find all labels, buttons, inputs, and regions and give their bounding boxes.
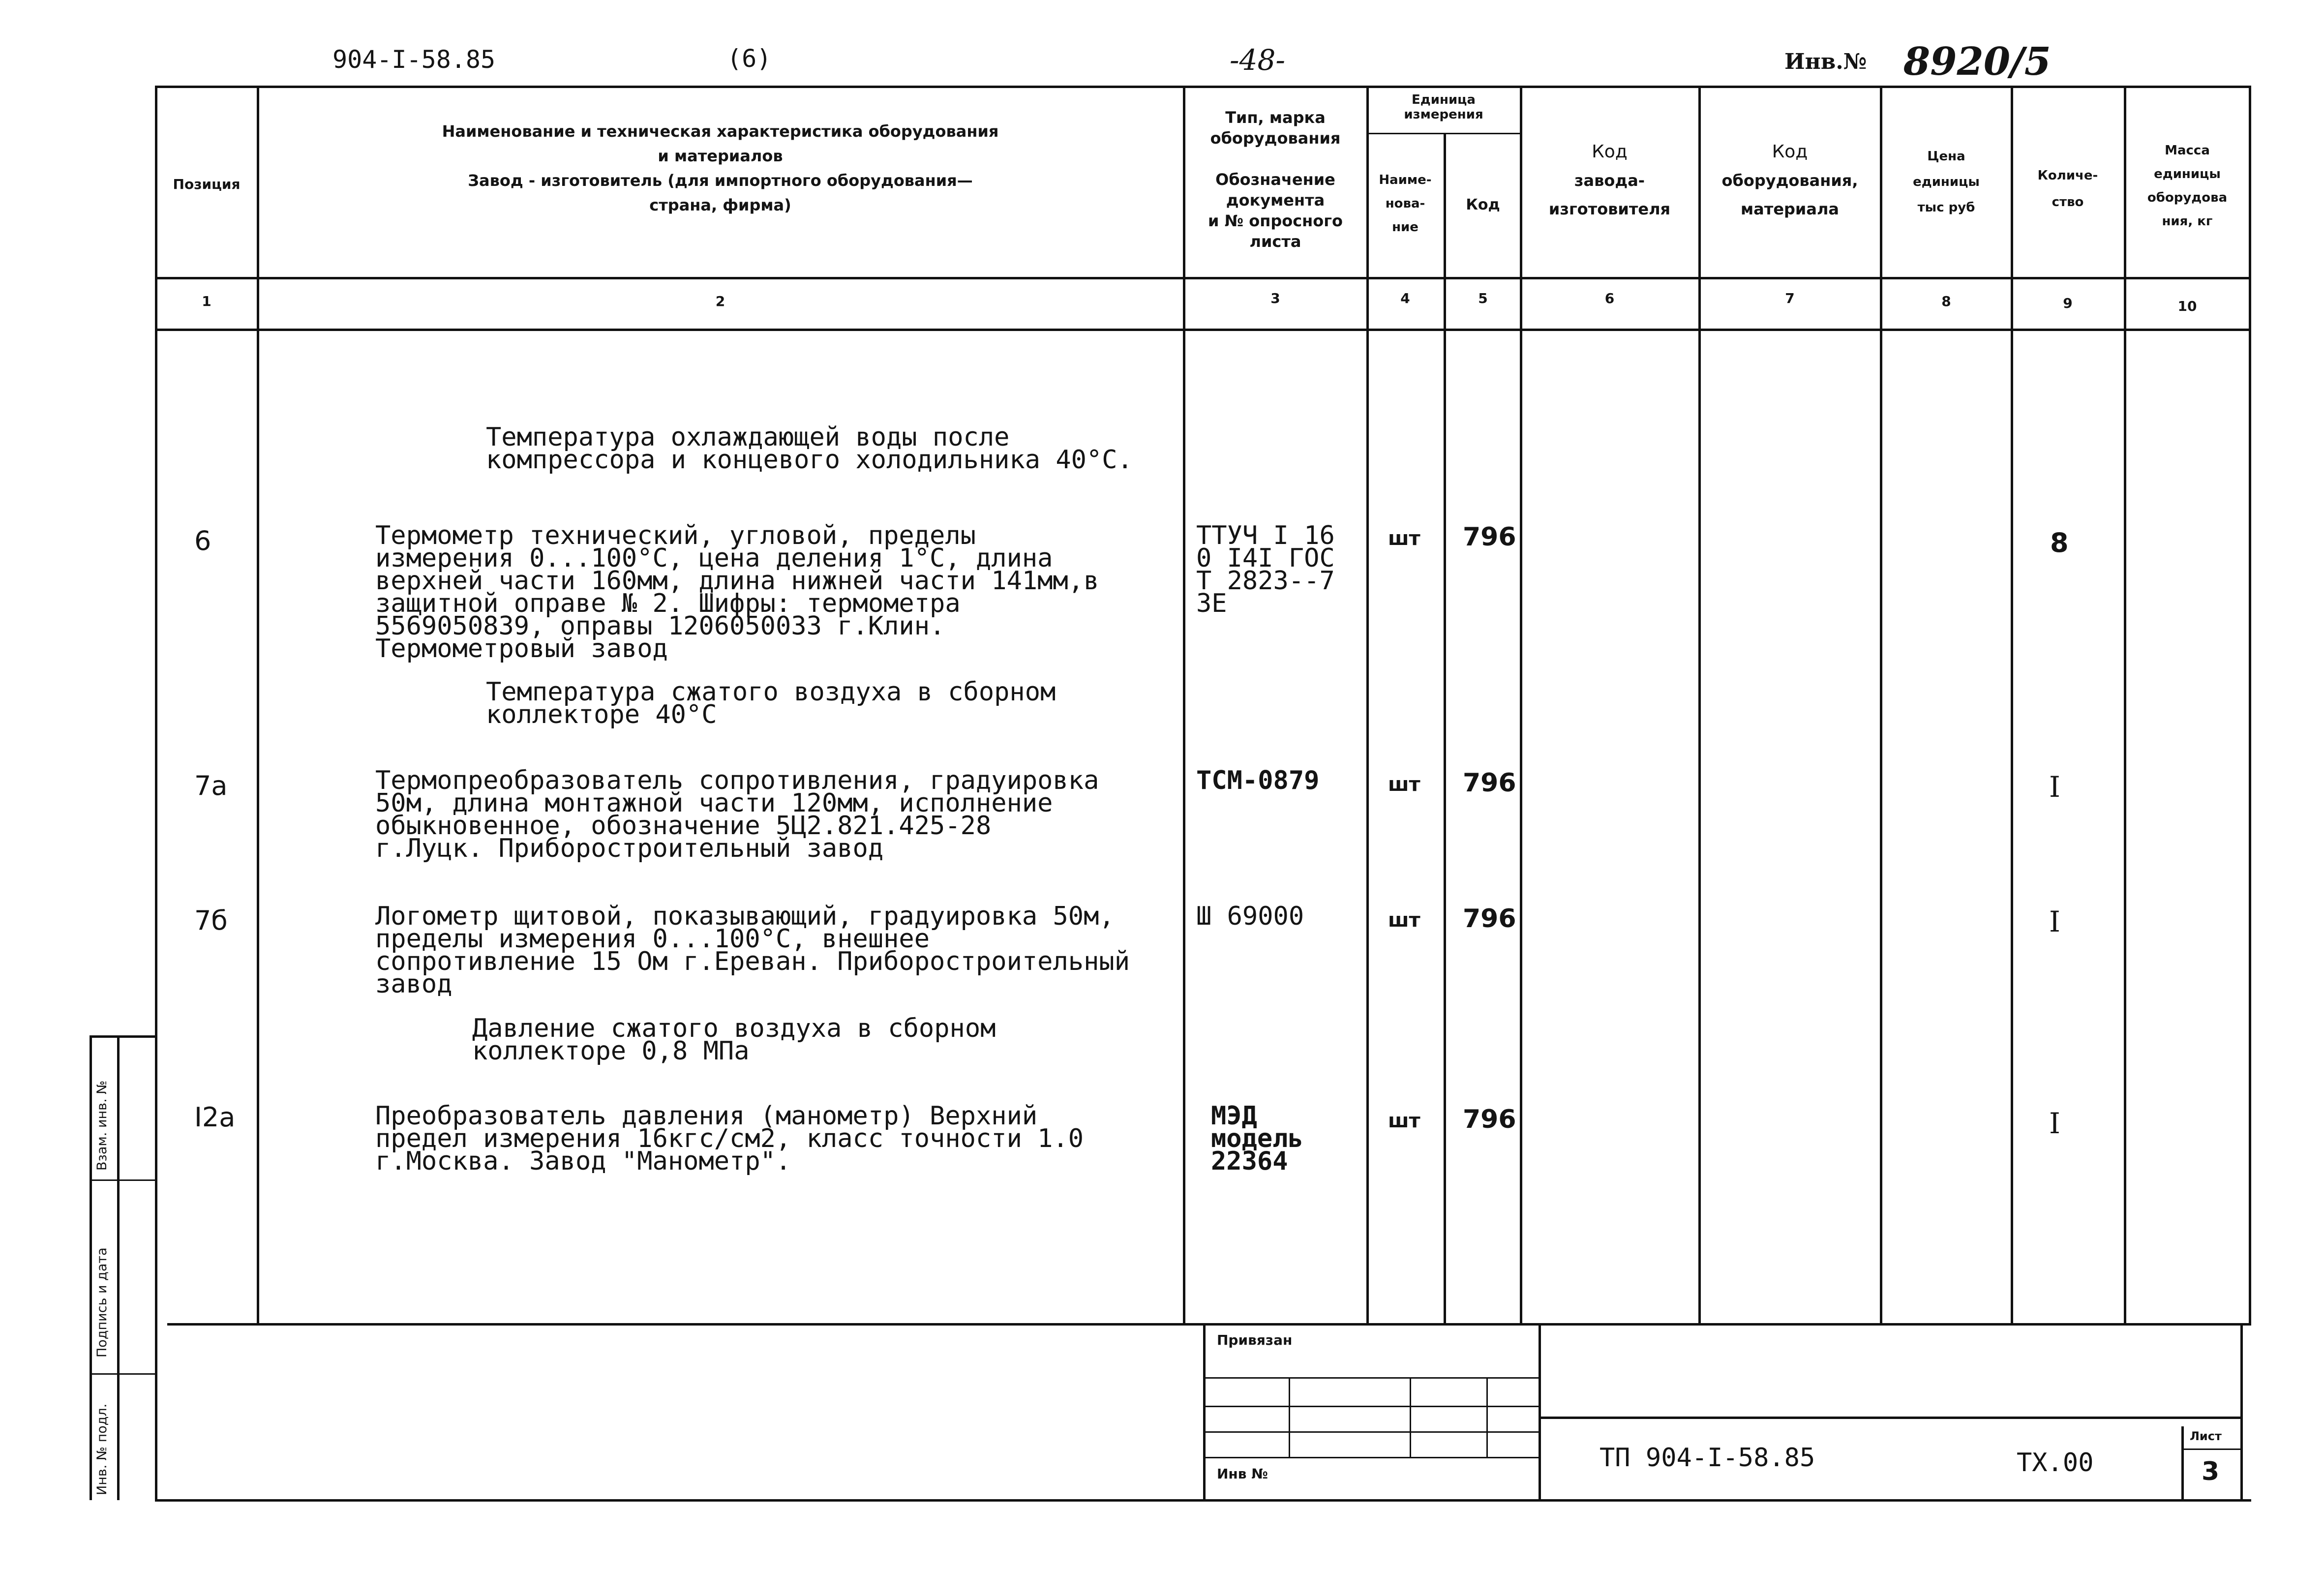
table-row-position: I2а [194, 1102, 236, 1133]
stamp-grid-col-1 [1289, 1377, 1290, 1457]
sheet-box-divider [2181, 1448, 2240, 1450]
table-row-unit: шт [1388, 527, 1420, 550]
stamp-box-right [1539, 1323, 1541, 1500]
side-strip-inner [117, 1035, 120, 1500]
col-divider-5 [1520, 86, 1522, 1323]
table-row-position: 7б [194, 905, 228, 936]
column-header-unit-name: Наиме- нова- ние [1379, 173, 1432, 235]
stamp-grid-line-2 [1203, 1406, 1539, 1407]
column-number-10: 10 [2177, 298, 2197, 314]
column-number-9: 9 [2063, 295, 2073, 311]
unit-group-title: Единица измерения [1404, 92, 1483, 122]
table-row-quantity: I [2049, 770, 2060, 804]
stamp-privyazan-label: Привязан [1217, 1332, 1293, 1348]
side-strip-divider-1 [90, 1179, 157, 1181]
side-label-signature-date: Подпись и дата [94, 1247, 110, 1358]
table-row-quantity: 8 [2050, 527, 2069, 558]
table-row-name: Преобразователь давления (манометр) Верхний предел измерения 16кгс/см2, класс точности 1.0 г.Москва. Завод "Манометр". [375, 1101, 1084, 1176]
table-row-position: 6 [194, 525, 211, 556]
sheet-label: Лист [2190, 1429, 2222, 1443]
table-row-type: Ш 69000 [1196, 902, 1304, 931]
col-divider-6 [1698, 86, 1701, 1323]
table-left-border [155, 86, 157, 1323]
page-number: -48- [1230, 43, 1285, 77]
header-bottom-border [155, 277, 2251, 279]
stamp-right-border [2240, 1323, 2243, 1500]
section-note-water-temperature: Температура охлаждающей воды после компрессора и концевого холодильника 40°С. [486, 422, 1133, 475]
table-row-quantity: I [2049, 1107, 2060, 1140]
table-row-name: Термопреобразователь сопротивления, градуировка 50м, длина монтажной части 120мм, исполнение обыкновенное, обозначение 5Ц2.821.425-28 г.Луцк. Приборостроительный завод [375, 766, 1099, 863]
column-number-7: 7 [1785, 290, 1795, 306]
table-row-unit: шт [1388, 909, 1420, 932]
col-divider-9 [2124, 86, 2126, 1323]
document-code: 904-I-58.85 [332, 45, 496, 74]
table-row-unit-code: 796 [1463, 904, 1516, 934]
column-number-3: 3 [1270, 290, 1280, 306]
side-label-inv-original: Инв. № подл. [94, 1403, 110, 1495]
column-number-8: 8 [1941, 293, 1951, 309]
table-row-unit: шт [1388, 1110, 1420, 1132]
column-header-name: Наименование и техническая характеристика оборудования и материалов Завод - изготовитель (для импортного оборудования— страна, фирма) [442, 122, 999, 214]
col-divider-1 [257, 86, 259, 1323]
table-row-type: ТТУЧ I 160 I4I ГОСТ 2823--73Е [1196, 521, 1335, 618]
column-header-price: Цена единицы тыс руб [1913, 149, 1980, 215]
table-row-type: ТСМ-0879 [1196, 766, 1320, 795]
table-row-unit-code: 796 [1463, 522, 1516, 552]
table-row-type: МЭД модель 22364 [1211, 1101, 1303, 1176]
column-number-5: 5 [1478, 290, 1488, 306]
column-number-row-border [155, 329, 2251, 331]
col-divider-3 [1366, 86, 1369, 1323]
unit-group-divider [1366, 133, 1520, 134]
table-row-quantity: I [2049, 905, 2060, 938]
stamp-left-border [155, 1323, 157, 1500]
col-divider-4 [1444, 133, 1446, 1323]
sheet-index: (6) [727, 44, 772, 73]
stamp-grid-col-3 [1486, 1377, 1488, 1457]
stamp-designation-top [1539, 1417, 2240, 1419]
side-label-replacement-inv: Взам. инв. № [94, 1080, 110, 1171]
col-divider-2 [1183, 86, 1185, 1323]
side-strip-outer [90, 1035, 92, 1500]
side-strip-top [90, 1035, 157, 1038]
section-note-air-pressure: Давление сжатого воздуха в сборном коллекторе 0,8 МПа [472, 1014, 996, 1066]
column-number-6: 6 [1604, 290, 1615, 306]
column-number-4: 4 [1400, 290, 1410, 306]
table-right-border [2249, 86, 2251, 1323]
column-number-1: 1 [202, 293, 211, 309]
table-row-name: Логометр щитовой, показывающий, градуировка 50м, пределы измерения 0...100°С, внешнее сопротивление 15 Ом г.Ереван. Приборостроительный завод [375, 902, 1130, 999]
table-row-unit-code: 796 [1463, 768, 1516, 798]
stamp-doc-section: ТХ.00 [2017, 1448, 2094, 1478]
column-header-unit-code: Код [1466, 196, 1500, 213]
stamp-grid-line-4 [1203, 1457, 1539, 1458]
column-header-position: Позиция [173, 176, 241, 192]
stamp-box-left [1203, 1323, 1206, 1500]
sheet-box-left [2181, 1426, 2184, 1500]
table-row-position: 7а [194, 770, 228, 801]
column-header-mass: Масса единицы оборудова ния, кг [2147, 143, 2228, 229]
section-note-air-temperature: Температура сжатого воздуха в сборном коллекторе 40°С [486, 677, 1056, 729]
col-divider-7 [1880, 86, 1882, 1323]
stamp-doc-designation: ТП 904-I-58.85 [1600, 1443, 1815, 1473]
inventory-label: Инв.№ [1784, 49, 1867, 74]
stamp-grid-line-1 [1203, 1377, 1539, 1379]
table-row-unit-code: 796 [1463, 1105, 1516, 1134]
table-body-bottom-border [167, 1323, 2251, 1326]
table-row-unit: шт [1388, 773, 1420, 796]
inventory-number: 8920/5 [1903, 39, 2051, 84]
col-divider-8 [2011, 86, 2013, 1323]
stamp-inv-no-label: Инв № [1217, 1466, 1268, 1482]
sheet-number: 3 [2202, 1457, 2220, 1486]
side-strip-divider-2 [90, 1373, 157, 1375]
column-header-equipment-code: Код оборудования, материала [1721, 142, 1858, 218]
column-number-2: 2 [715, 293, 725, 309]
table-row-name: Термометр технический, угловой, пределы измерения 0...100°С, цена деления 1°С, длина верхней части 160мм, длина нижней части 141мм,в защитной оправе № 2. Шифры: термометра 5569050839, оправы 1206050033 г.Клин. Термометровый завод [375, 521, 1099, 664]
column-header-quantity: Количе- ство [2037, 168, 2098, 210]
table-top-border [155, 86, 2251, 88]
column-header-manufacturer-code: Код завода- изготовителя [1548, 142, 1671, 218]
stamp-grid-line-3 [1203, 1431, 1539, 1433]
column-header-type: Тип, марка оборудования Обозначение документа и № опросного листа [1208, 108, 1343, 251]
stamp-grid-col-2 [1410, 1377, 1411, 1457]
